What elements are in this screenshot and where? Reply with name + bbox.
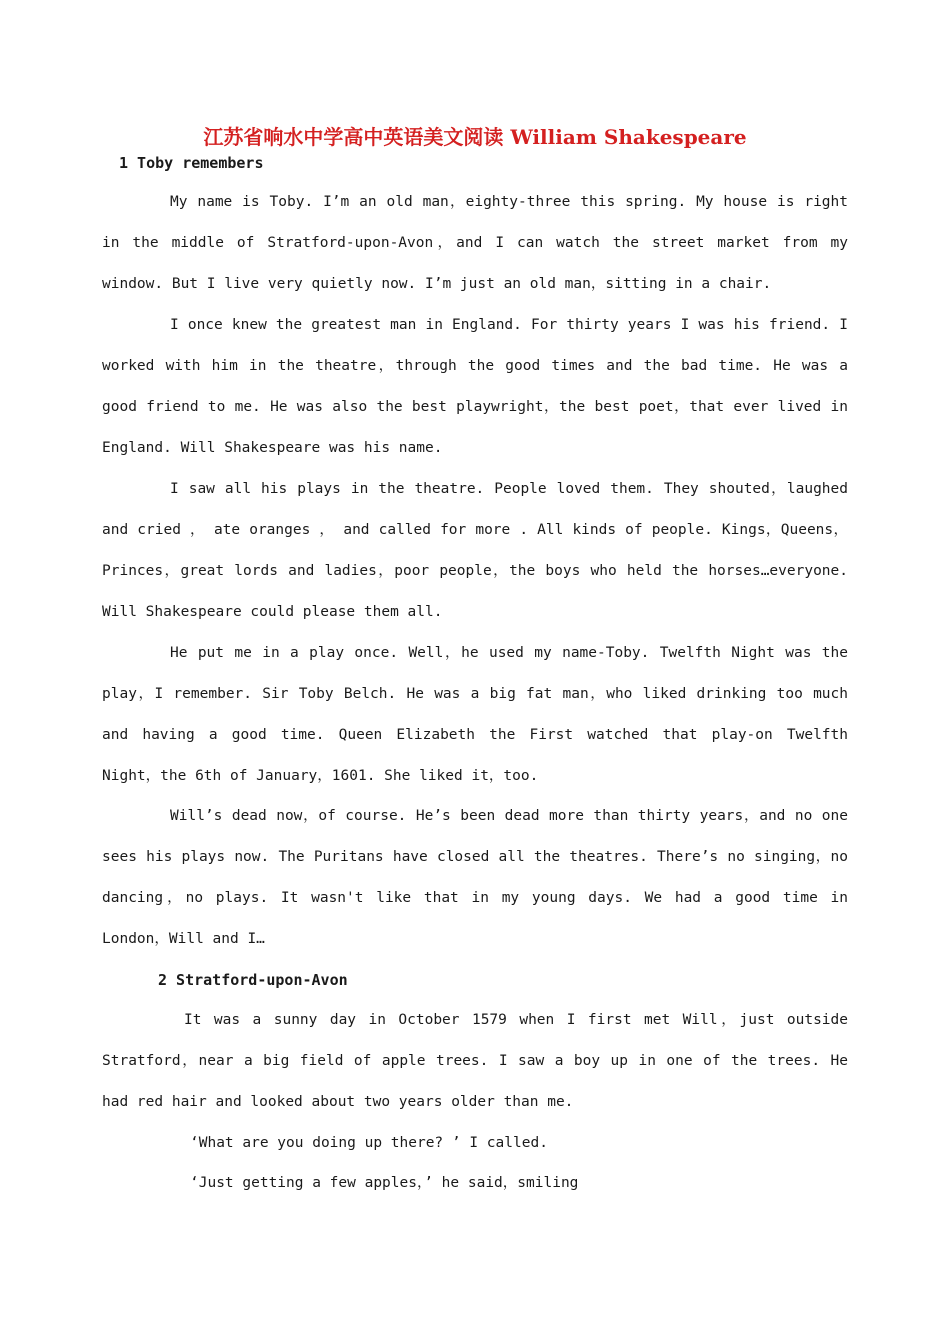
dialog-line: ‘Just getting a few apples，’ he said，smiling xyxy=(190,1175,579,1191)
paragraph: He put me in a play once. Well，he used my name-Toby. Twelfth Night was the play，I remember. Sir Toby Belch. He was a big fat man，who liked drinking too much and having a good time. Queen Elizabeth the First watched that play-on Twelfth Night，the 6th of January，1601. She liked it，too. xyxy=(102,645,848,784)
paragraph: I saw all his plays in the theatre. People loved them. They shouted，laughed and cried ， ate oranges ， and called for more . All kinds of people. Kings，Queens，Princes，great lords and ladies，poor people，the boys who held the horses…everyone. Will Shakespeare could please them all. xyxy=(102,481,848,620)
section-heading-toby-remembers: 1 Toby remembers xyxy=(119,154,264,172)
paragraph: I once knew the greatest man in England. For thirty years I was his friend. I worked with him in the theatre，through the good times and the bad time. He was a good friend to me. He was also the best playwright，the best poet，that ever lived in England. Will Shakespeare was his name. xyxy=(102,317,848,456)
paragraph: It was a sunny day in October 1579 when I first met Will，just outside Stratford，near a big field of apple trees. I saw a boy up in one of the trees. He had red hair and looked about two years older than me. xyxy=(102,1012,848,1110)
section-heading-stratford-upon-avon: 2 Stratford-upon-Avon xyxy=(158,971,348,989)
dialog-line: ‘What are you doing up there? ’ I called. xyxy=(190,1135,548,1151)
paragraph: Will’s dead now，of course. He’s been dead more than thirty years，and no one sees his plays now. The Puritans have closed all the theatres. There’s no singing，no dancing，no plays. It wasn't like that in my young days. We had a good time in London，Will and I… xyxy=(102,808,848,947)
paragraph: My name is Toby. I’m an old man，eighty-three this spring. My house is right in the middle of Stratford-upon-Avon，and I can watch the street market from my window. But I live very quietly now. I’m just an old man，sitting in a chair. xyxy=(102,194,848,292)
document-title: 江苏省响水中学高中英语美文阅读 William Shakespeare xyxy=(203,125,747,149)
